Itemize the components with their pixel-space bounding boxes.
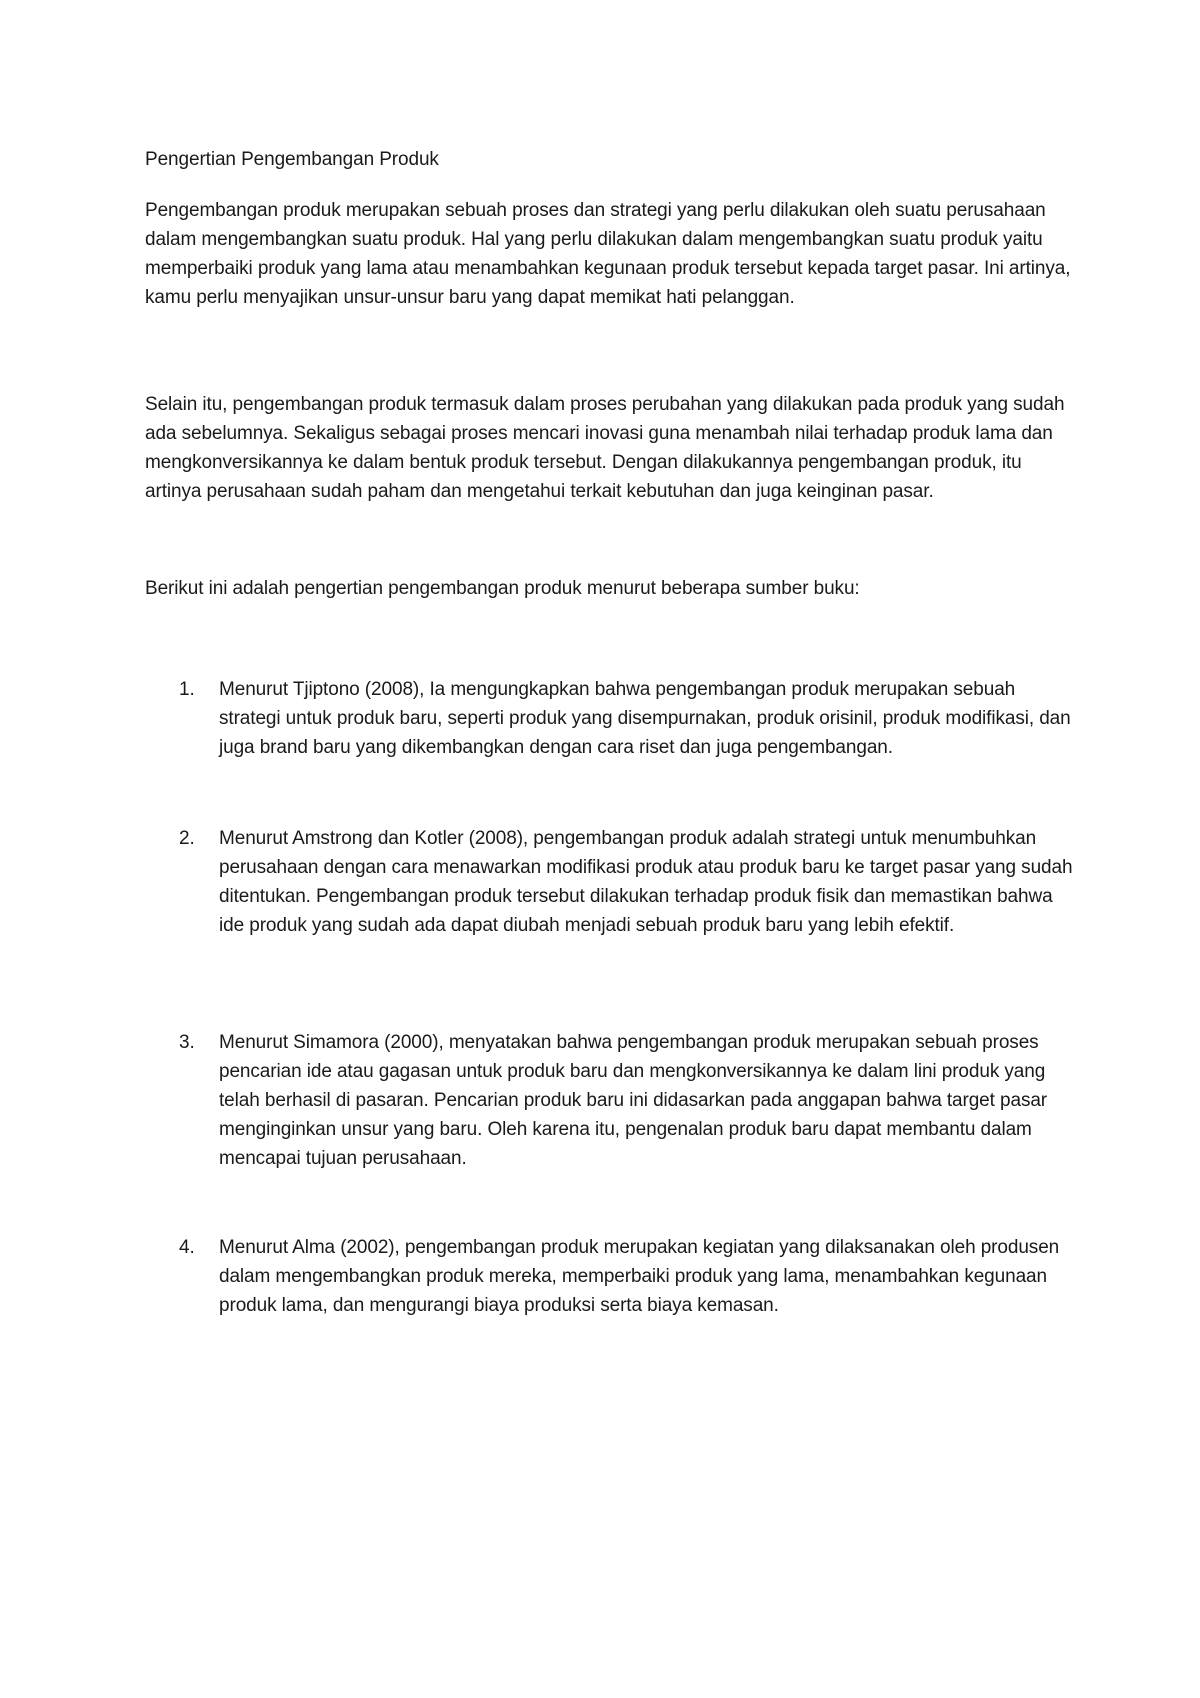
list-item-amstrong-kotler bbox=[145, 824, 1075, 940]
list-item-text: Menurut Amstrong dan Kotler (2008), pengembangan produk adalah strategi untuk menumbuhkan perusahaan dengan cara menawarkan modifikasi produk atau produk baru ke target pasar yang sudah ditentukan. Pengembangan produk tersebut dilakukan terhadap produk fisik dan memastikan bahwa ide produk yang sudah ada dapat diubah menjadi sebuah produk baru yang lebih efektif. bbox=[219, 828, 1073, 936]
list-number: 3. bbox=[179, 1032, 195, 1053]
paragraph-additional: Selain itu, pengembangan produk termasuk dalam proses perubahan yang dilakukan pada produk yang sudah ada sebelumnya. Sekaligus sebagai proses mencari inovasi guna menambah nilai terhadap produk lama dan mengkonversikannya ke dalam bentuk produk tersebut. Dengan dilakukannya pengembangan produk, itu artinya perusahaan sudah paham dan mengetahui terkait kebutuhan dan juga keinginan pasar. bbox=[145, 394, 1065, 502]
document-title: Pengertian Pengembangan Produk bbox=[145, 149, 439, 170]
list-item-tjiptono bbox=[145, 675, 1075, 762]
document-page bbox=[145, 145, 1075, 1320]
list-item-text: Menurut Tjiptono (2008), Ia mengungkapkan bahwa pengembangan produk merupakan sebuah strategi untuk produk baru, seperti produk yang disempurnakan, produk orisinil, produk modifikasi, dan juga brand baru yang dikembangkan dengan cara riset dan juga pengembangan. bbox=[219, 679, 1071, 758]
list-item-text: Menurut Simamora (2000), menyatakan bahwa pengembangan produk merupakan sebuah proses pencarian ide atau gagasan untuk produk baru dan mengkonversikannya ke dalam lini produk yang telah berhasil di pasaran. Pencarian produk baru ini didasarkan pada anggapan bahwa target pasar menginginkan unsur yang baru. Oleh karena itu, pengenalan produk baru dapat membantu dalam mencapai tujuan perusahaan. bbox=[219, 1032, 1048, 1169]
list-number: 1. bbox=[179, 679, 195, 700]
list-number: 2. bbox=[179, 828, 195, 849]
list-item-text: Menurut Alma (2002), pengembangan produk merupakan kegiatan yang dilaksanakan oleh produsen dalam mengembangkan produk mereka, memperbaiki produk yang lama, menambahkan kegunaan produk lama, dan mengurangi biaya produksi serta biaya kemasan. bbox=[219, 1237, 1060, 1316]
source-list bbox=[145, 675, 1075, 1320]
list-number: 4. bbox=[179, 1237, 195, 1258]
paragraph-definition: Pengembangan produk merupakan sebuah proses dan strategi yang perlu dilakukan oleh suatu perusahaan dalam mengembangkan suatu produk. Hal yang perlu dilakukan dalam mengembangkan suatu produk yaitu memperbaiki produk yang lama atau menambahkan kegunaan produk tersebut kepada target pasar. Ini artinya, kamu perlu menyajikan unsur-unsur baru yang dapat memikat hati pelanggan. bbox=[145, 200, 1071, 308]
paragraph-list-intro: Berikut ini adalah pengertian pengembangan produk menurut beberapa sumber buku: bbox=[145, 578, 860, 599]
list-item-simamora bbox=[145, 1028, 1075, 1173]
list-item-alma bbox=[145, 1233, 1075, 1320]
